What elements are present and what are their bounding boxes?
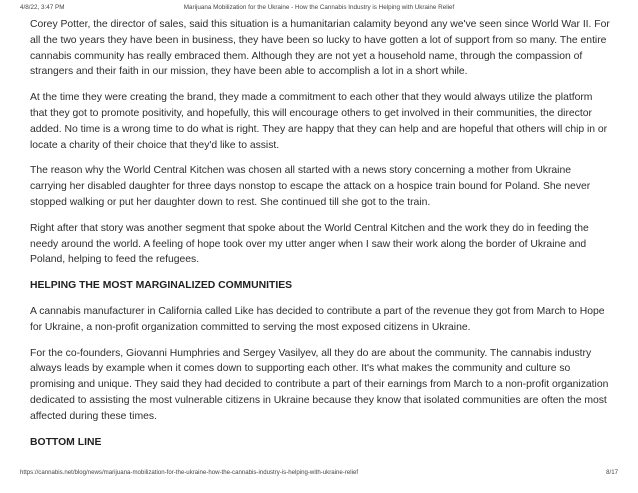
paragraph-director: Corey Potter, the director of sales, said this situation is a humanitarian calamity beyond any we've seen since World War II. For all the two years they have been in business, they have been so lucky to have gotten a lot of support from so many. The entire cannabis community has really embraced them. Although they are not yet a household name, through the compassion of strangers and their faith in our mission, they have been able to accomplish a lot in a short while. (30, 19, 610, 78)
paragraph-like-manufacturer: A cannabis manufacturer in California called Like has decided to contribute a part of the revenue they got from March to Hope for Ukraine, a non-profit organization committed to serving the most exposed citizens in Ukraine. (30, 305, 605, 333)
paragraph-cofounders: For the co-founders, Giovanni Humphries and Sergey Vasilyev, all they do are about the community. The cannabis industry always leads by example when it comes down to supporting each other. It's what makes the community and culture so promising and unique. They said they had decided to contribute a part of their earnings from March to a non-profit organization dedicated to assisting the most vulnerable citizens in Ukraine because they know that isolated communities are often the most affected during these times. (30, 347, 609, 422)
paragraph-wck-reason: The reason why the World Central Kitchen was chosen all started with a news story concerning a mother from Ukraine carrying her disabled daughter for three days nonstop to escape the attack on a hospice train bound for Poland. She never stopped walking or put her daughter down to rest. She continued till she got to the train. (30, 165, 591, 208)
print-date: 4/8/22, 3:47 PM (20, 4, 65, 11)
print-footer (0, 469, 638, 481)
paragraph-commitment: At the time they were creating the brand, they made a commitment to each other that they would always utilize the platform that they got to promote positivity, and hopefully, this will encourage others to get involved in their communities, the director added. No time is a wrong time to do what is right. They are happy that they can help and are hopeful that others will chip in or locate a charity of their choice that they'd like to assist. (30, 92, 608, 151)
paragraph-hope: Right after that story was another segment that spoke about the World Central Kitchen and the work they do in feeding the needy around the world. A feeling of hope took over my utter anger when I saw their work along the border of Ukraine and Poland, helping to feed the refugees. (30, 222, 589, 266)
article-body (30, 17, 610, 460)
page-number: 8/17 (606, 469, 618, 476)
print-title: Marijuana Mobilization for the Ukraine - How the Cannabis Industry is Helping with Ukraine Relief (183, 4, 455, 11)
print-url: https://cannabis.net/blog/news/marijuana-mobilization-for-the-ukraine-how-the-cannabis-industry-is-helping-with-ukraine-relief (20, 469, 359, 476)
heading-marginalized: HELPING THE MOST MARGINALIZED COMMUNITIES (30, 280, 293, 292)
print-header (0, 4, 638, 16)
heading-bottom-line: BOTTOM LINE (30, 436, 102, 448)
